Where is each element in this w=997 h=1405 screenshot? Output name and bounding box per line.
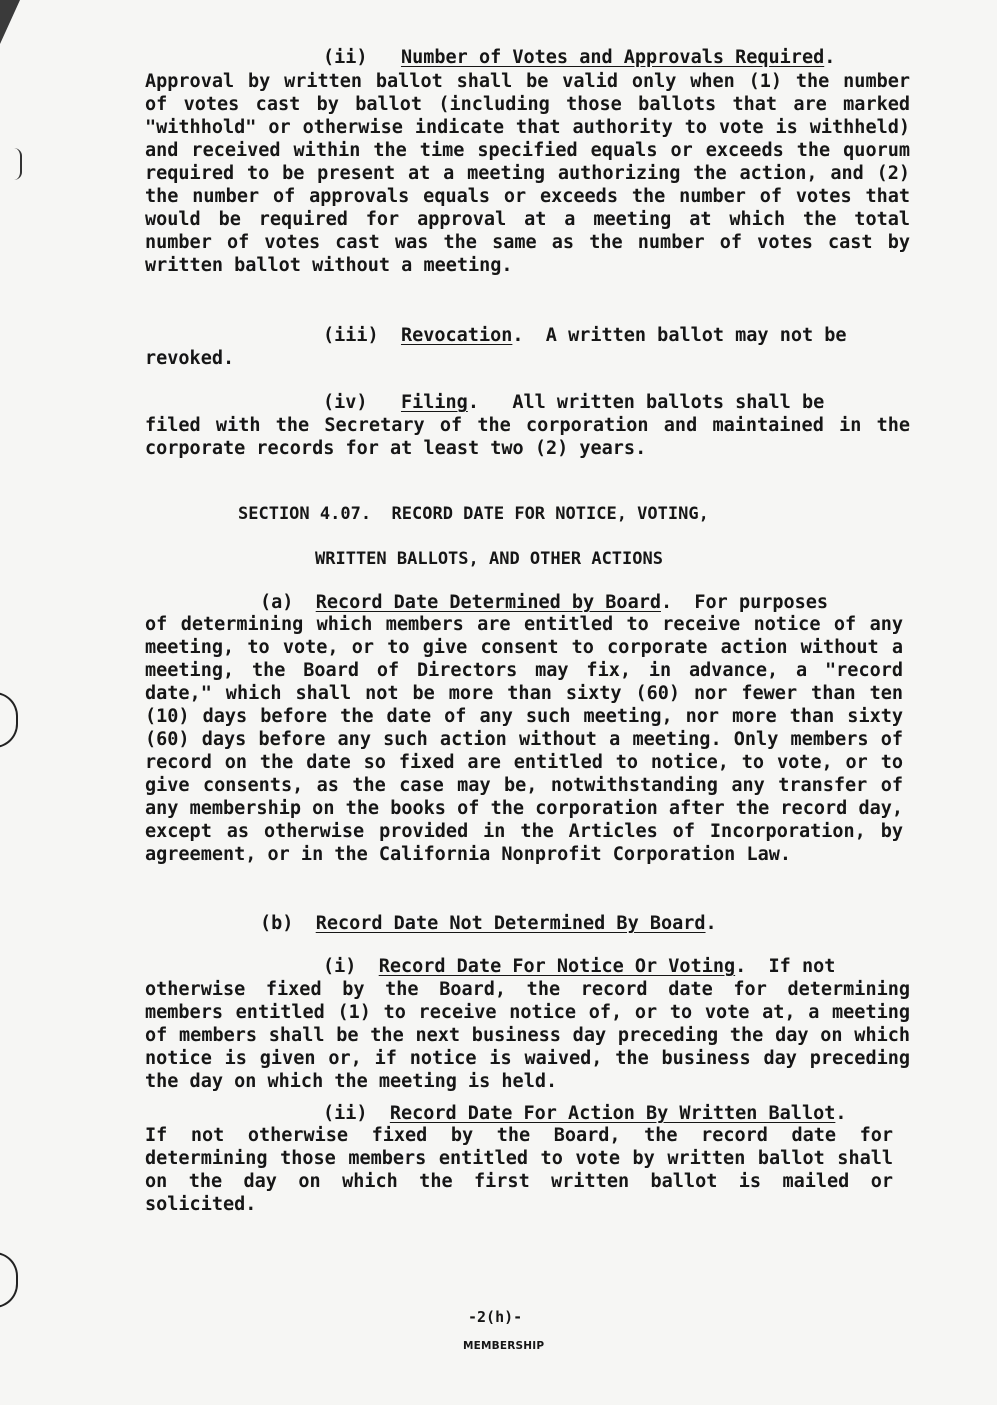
section-iv-filing-heading-line: (iv) Filing. All written ballots shall be (323, 392, 825, 413)
section-heading: Revocation (400, 325, 513, 346)
subsection-number: (ii) (323, 1103, 368, 1124)
subsection-heading: Record Date Not Determined By Board (315, 913, 706, 934)
section-text: All written ballots shall be (512, 392, 825, 413)
subsection-heading: Record Date Determined by Board (315, 592, 661, 613)
section-iii-revocation-heading-line: (iii) Revocation. A written ballot may not be (323, 325, 847, 346)
section-iv-filing-body: filed with the Secretary of the corporation and maintained in the corporate records for at least two (2) years. (145, 415, 910, 459)
section-heading: Filing (400, 392, 468, 413)
section-heading: Number of Votes and Approvals Required (400, 47, 825, 68)
section-number: (iv) (323, 392, 368, 413)
subsection-a-body: of determining which members are entitled to receive notice of any meeting, to vote, or to give consent to corporate action without a meeting, the Board of Directors may fix, in advance, a "record date," which shall not be more than sixty (60) nor fewer than ten (10) days before the date of any such meeting, nor more than sixty (60) days before any such action without a meeting. Only members of record on the date so fixed are entitled to notice, to vote, or to give consents, as the case may be, notwithstanding any transfer of any membership on the books of the corporation after the record day, except as otherwise provided in the Articles of Incorporation, by agreement, or in the California Nonprofit Corporation Law. (145, 614, 903, 865)
section-ii-votes-body: Approval by written ballot shall be valid only when (1) the number of votes cast by ballot (including those ballots that are marked "withhold" or otherwise indicate that authority to vote is withheld) and received within the time specified equals or exceeds the quorum required to be present at a meeting authorizing the action, and (2) the number of approvals equals or exceeds the number of votes that would be required for approval at a meeting at which the total number of votes cast was the same as the number of votes cast by written ballot without a meeting. (145, 71, 910, 276)
section-number: (ii) (323, 47, 368, 68)
subsection-b-heading-line: (b) Record Date Not Determined By Board. (260, 913, 717, 934)
hole-punch-mark (0, 692, 18, 748)
subsection-number: (i) (323, 956, 357, 977)
hole-punch-mark (0, 1252, 18, 1308)
section-407-title-line1: SECTION 4.07. RECORD DATE FOR NOTICE, VOTING, (238, 504, 709, 524)
section-number: (iii) (323, 325, 379, 346)
subsection-b-ii-heading-line: (ii) Record Date For Action By Written Ballot. (323, 1103, 847, 1124)
section-ii-votes-heading-line: (ii) Number of Votes and Approvals Required. (323, 47, 836, 68)
section-407-title-line2: WRITTEN BALLOTS, AND OTHER ACTIONS (315, 549, 663, 569)
subsection-heading: Record Date For Action By Written Ballot (389, 1103, 836, 1124)
subsection-text: For purposes (694, 592, 829, 613)
section-text: A written ballot may not be (545, 325, 847, 346)
subsection-a-heading-line: (a) Record Date Determined by Board. For purposes (260, 592, 829, 613)
subsection-text: If not (768, 956, 836, 977)
subsection-number: (b) (260, 913, 294, 934)
footer-label: MEMBERSHIP (463, 1340, 545, 1352)
folded-corner (0, 0, 20, 44)
page-number: -2(h)- (468, 1308, 523, 1326)
subsection-b-ii-body: If not otherwise fixed by the Board, the record date for determining those members entitled to vote by written ballot shall on the day on which the first written ballot is mailed or solicited. (145, 1125, 893, 1215)
edge-mark (14, 148, 22, 180)
subsection-b-i-heading-line: (i) Record Date For Notice Or Voting. If not (323, 956, 836, 977)
subsection-heading: Record Date For Notice Or Voting (378, 956, 736, 977)
section-iii-revocation-body: revoked. (145, 348, 235, 369)
subsection-b-i-body: otherwise fixed by the Board, the record date for determining members entitled (1) to receive notice of, or to vote at, a meeting of members shall be the next business day preceding the day on which notice is given or, if notice is waived, the business day preceding the day on which the meeting is held. (145, 979, 910, 1092)
subsection-number: (a) (260, 592, 294, 613)
